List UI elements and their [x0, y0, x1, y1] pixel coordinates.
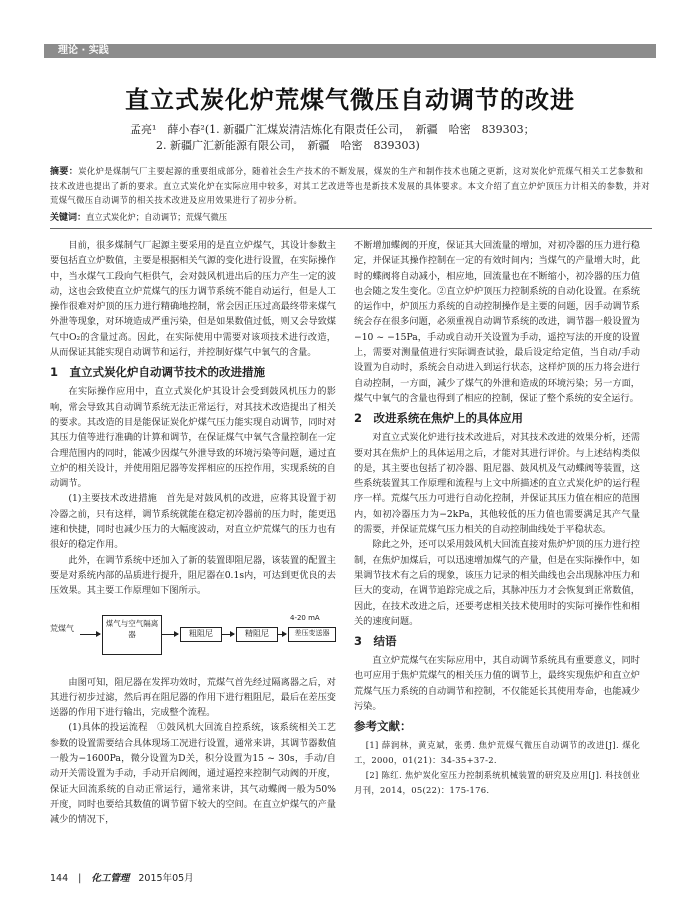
section-heading-1: 1 直立式炭化炉自动调节技术的改进措施 [50, 365, 265, 380]
paragraph: 此外，在调节系统中还加入了新的装置即阻尼器，该装置的配置主要是对系统内部的品质进行提升，阻尼器在0.1s内，可达到更优良的去压效果。其主要工作原理如下图所示。 [50, 554, 336, 597]
paragraph: 对直立式炭化炉进行技术改进后，对其技术改进的效果分析，还需要对其在焦炉上的具体运用之后，才能对其进行评价。与上述结构类似的是，其主要也包括了初冷器、阻尼器、鼓风机及气动蝶阀等装置，这些系统装置其工作原理和流程与上文中所描述的直立式炭化炉的运行程序一样。荒煤气压力可进行自动化控制，并保证其压力值在相应的范围内，如初冷器压力为−2kPa，其他较低的压力值也需要满足其产气量的需要，并保证荒煤气压力相关的自动控制曲线处于平稳状态。 [354, 432, 640, 536]
damper-flow-diagram [50, 607, 336, 665]
reference-item: [2] 陈红. 焦炉炭化室压力控制系统机械装置的研究及应用[J]. 科技创业月刊，2014，05(22)：175-176. [354, 770, 640, 796]
section-heading-3: 3 结语 [354, 634, 397, 649]
diagram-output-label: 4-20 mA [290, 613, 320, 622]
pressure-transmitter-box: 差压变送器 [288, 627, 336, 642]
section-band-label: 理论 · 实践 [58, 45, 109, 56]
paragraph: 由图可知，阻尼器在发挥功效时，荒煤气首先经过隔离器之后，对其进行初步过滤，然后再在阻尼器的作用下进行粗阻尼，最后在差压变送器的作用下进行输出，完成整个流程。 [50, 676, 336, 719]
paragraph: (1)主要技术改进措施 首先是对鼓风机的改进，应将其设置于初冷器之前，只有这样，调节系统就能在稳定初冷器前的压力时，能更迅速和快捷，同时也减少压力的大幅度波动，对直立炉荒煤气的压力也有很好的稳定作用。 [50, 493, 336, 551]
abstract-label: 摘要： [50, 167, 79, 177]
section-band [44, 44, 656, 58]
arrow-icon [80, 634, 100, 635]
journal-name: 化工管理 [91, 873, 130, 884]
section-heading-2: 2 改进系统在焦炉上的具体应用 [354, 411, 523, 426]
references-list [354, 738, 640, 798]
fine-damper-box: 精阻尼 [236, 627, 278, 642]
arrow-icon [222, 634, 234, 635]
paragraph: 在实际操作应用中，直立式炭化炉其设计会受到鼓风机压力的影响，常会导致其自动调节系统无法正常运行，对其技术改造提出了相关的要求。其改造的目是能保证炭化炉煤气压力能实现自动调节，同时对其压力值等进行准确的计算和调节，在保证煤气中氧气含量控制在一定合理范围内的同时，能减少因煤气外泄导致的环境污染等问题，通过直立炉的相关设计，并使用阻尼器等发挥相应的压控作用，实现系统的自动调节。 [50, 386, 336, 490]
article-title: 直立式炭化炉荒煤气微压自动调节的改进 [125, 86, 575, 114]
right-column [354, 238, 640, 798]
arrow-icon [278, 634, 286, 635]
abstract-text: 炭化炉是煤制气厂主要起源的重要组成部分，随着社会生产技术的不断发展，煤炭的生产和制作技术也随之更新，这对炭化炉荒煤气相关工艺参数和技术改进也提出了新的要求。直立式炭化炉在实际应用中较多，对其工艺改进等也是新技术发展的具体要求。本文介绍了直立炉炉顶压力计相关的参数，并对荒煤气微压自动调节的相关技术改进及应用效果进行了初步分析。 [50, 166, 651, 205]
page-footer: 144 | 化工管理 2015年05月 [50, 873, 194, 884]
paragraph: 不断增加蝶阀的开度，保证其大回流量的增加，对初冷器的压力进行稳定，并保证其操作控制在一定的有效时间内；当煤气的产量增大时，此时的蝶阀将自动减小，相应地，回流量也在不断缩小，初冷器的压力值也会随之发生变化。②直立炉炉顶压力控制系统的自动化设置。在系统的运作中，炉顶压力系统的自动控制操作是主要的问题，因手动调节系统会存在很多问题，必须重视自动调节系统的改进，调节器一般设置为−10 ~ −15Pa，手动或自动开关设置为手动，遥控写法的开度的设置上，需要对测量值进行实际调查试验，最后设定给定值，当自动/手动设置为自动时，系统会自动进入到运行状态，这样炉顶的压力将会进行自动控制，一方面，减少了煤气的外泄和造成的环境污染；另一方面，煤气中氧气的含量也得到了相应的控制，保证了整个系统的安全运行。 [354, 240, 640, 404]
references-heading: 参考文献： [354, 719, 412, 734]
authors-line-1: 孟亮¹ 薛小春²(1. 新疆广汇煤炭清洁炼化有限责任公司， 新疆 哈密 839303； [130, 123, 535, 136]
page-number: 144 [50, 873, 69, 884]
paragraph: 除此之外，还可以采用鼓风机大回流直接对焦炉炉顶的压力进行控制，在焦炉加煤后，可以迅速增加煤气的产量，但是在实际操作中，如果调节技术有之后的现象，该压力记录的相关曲线也会出现脉冲压力和巨大的变动，在调节追踪完成之后，其脉冲压力才会恢复到正常数值，因此，在技术改进之后，还要考虑相关技术使用时的实际可操作性和相关的速度问题。 [354, 539, 640, 627]
paragraph: (1)具体的投运流程 ①鼓风机大回流自控系统，该系统相关工艺参数的设置需要结合具体现场工况进行设置，通常来讲，其调节器数值一般为−1600Pa，微分设置为D关，积分设置为15 ~ 30s，手动/自动开关需设置为手动，手动开启阀阀，通过逼控来控制气动阀的开度，保证大回流系统的自动正常运行，通常来讲，其气动蝶阀一般为50%开度，同时也要给其数值的调节留下较大的空间。在直立炉煤气的产量减少的情况下， [50, 722, 336, 826]
paragraph: 目前，很多煤制气厂起源主要采用的是直立炉煤气，其设计参数主要包括直立炉数值，主要是根据相关气源的变化进行设置，在实际操作中，当水煤气工段向气柜供气，会对鼓风机进出后的压力产生一定的波动，这也会致使直立炉荒煤气的压力调节系统不能自动运行，但是人工操作很难对炉顶的压力进行精确地控制，常会因正压过高最终带来煤气外泄等现象，对环境造成严重污染，但是如果数值过低，则又会导致煤气中O₂的含量过高。因此，在实际使用中需要对该项技术进行改造，从而保证其能实现自动调节和运行，并控制好煤气中氧气的含量。 [50, 240, 336, 359]
abstract [50, 164, 652, 207]
paragraph: 直立炉荒煤气在实际应用中，其自动调节系统具有重要意义，同时也可应用于焦炉荒煤气的相关压力值的调节上，最终实现焦炉和直立炉荒煤气压力系统的自动调节和控制，不仅能延长其使用寿命，也能减少污染。 [354, 655, 640, 713]
authors-line-2: 2. 新疆广汇新能源有限公司， 新疆 哈密 839303) [156, 139, 420, 152]
header-divider [50, 228, 652, 229]
reference-item: [1] 薛润林，黄克斌，张勇. 焦炉荒煤气微压自动调节的改进[J]. 煤化工，2000，01(21)：34-35+37-2. [354, 740, 640, 766]
arrow-icon [162, 634, 178, 635]
keywords-text: 直立式炭化炉；自动调节；荒煤气微压 [86, 212, 228, 222]
issue-date: 2015年05月 [138, 873, 194, 884]
isolator-box: 煤气与空气隔离器 [102, 615, 162, 655]
keywords-label: 关键词： [50, 213, 87, 223]
left-column [50, 238, 336, 828]
keywords [50, 210, 652, 223]
diagram-input-label: 荒煤气 [50, 623, 74, 633]
coarse-damper-box: 粗阻尼 [180, 627, 222, 642]
authors [130, 122, 630, 154]
